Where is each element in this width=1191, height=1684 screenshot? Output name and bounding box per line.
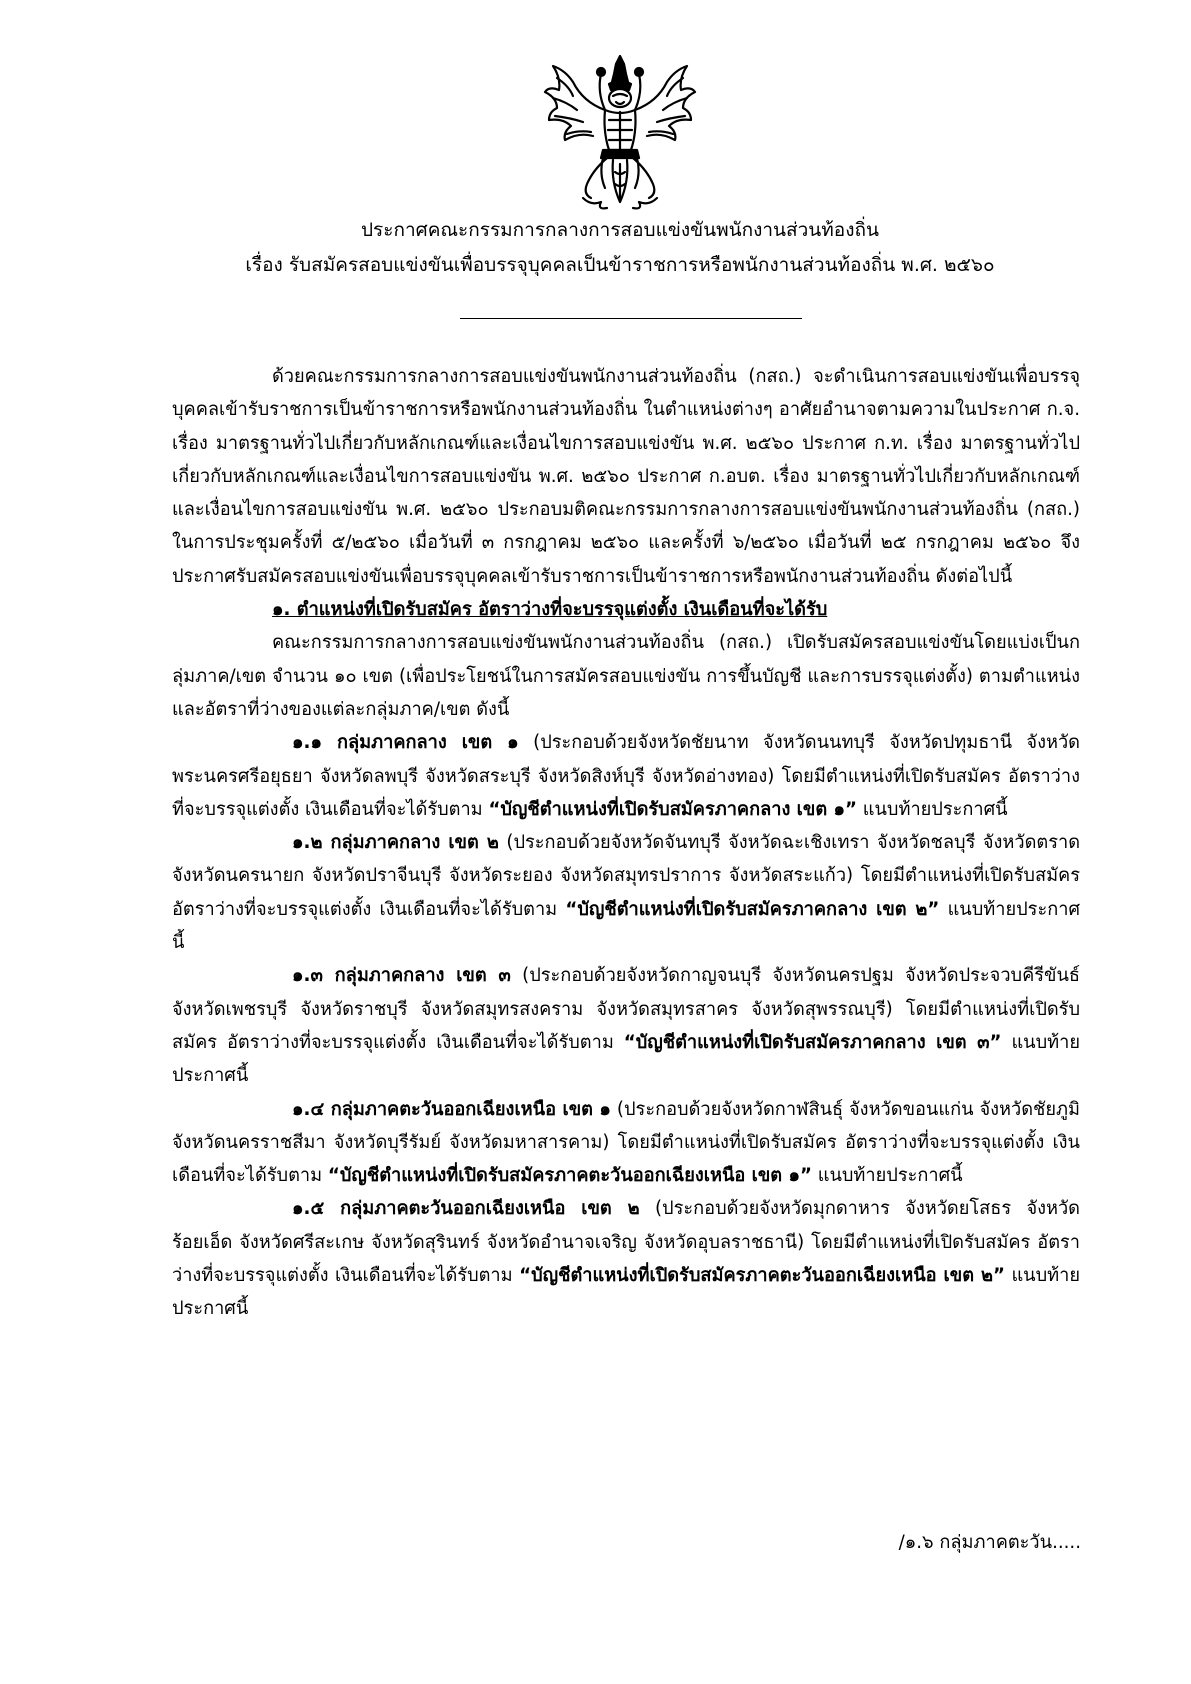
title-divider: [460, 318, 802, 319]
notice-subject: เรื่อง รับสมัครสอบแข่งขันเพื่อบรรจุบุคคลเป็นข้าราชการหรือพนักงานส่วนท้องถิ่น พ.ศ. ๒๕๖๐: [245, 254, 995, 276]
notice-title: ประกาศคณะกรรมการกลางการสอบแข่งขันพนักงานส่วนท้องถิ่น: [360, 219, 879, 241]
garuda-emblem-icon: [543, 52, 698, 212]
notice-body: [172, 360, 1080, 1326]
group-label: ๑.๑ กลุ่มภาคกลาง เขต ๑: [292, 732, 519, 754]
group-list-name: “บัญชีตำแหน่งที่เปิดรับสมัครภาคกลาง เขต ๑”: [488, 798, 857, 820]
page-continuation: /๑.๖ กลุ่มภาคตะวัน.....: [898, 1532, 1081, 1553]
intro-paragraph: ด้วยคณะกรรมการกลางการสอบแข่งขันพนักงานส่วนท้องถิ่น (กสถ.) จะดำเนินการสอบแข่งขันเพื่อบรรจุบุคคลเข้ารับราชการเป็นข้าราชการหรือพนักงานส่วนท้องถิ่น ในตำแหน่งต่างๆ อาศัยอำนาจตามความในประกาศ ก.จ. เรื่อง มาตรฐานทั่วไปเกี่ยวกับหลักเกณฑ์และเงื่อนไขการสอบแข่งขัน พ.ศ. ๒๕๖๐ ประกาศ ก.ท. เรื่อง มาตรฐานทั่วไปเกี่ยวกับหลักเกณฑ์และเงื่อนไขการสอบแข่งขัน พ.ศ. ๒๕๖๐ ประกาศ ก.อบต. เรื่อง มาตรฐานทั่วไปเกี่ยวกับหลักเกณฑ์และเงื่อนไขการสอบแข่งขัน พ.ศ. ๒๕๖๐ ประกอบมติคณะกรรมการกลางการสอบแข่งขันพนักงานส่วนท้องถิ่น (กสถ.) ในการประชุมครั้งที่ ๕/๒๕๖๐ เมื่อวันที่ ๓ กรกฎาคม ๒๕๖๐ และครั้งที่ ๖/๒๕๖๐ เมื่อวันที่ ๒๕ กรกฎาคม ๒๕๖๐ จึงประกาศรับสมัครสอบแข่งขันเพื่อบรรจุบุคคลเข้ารับราชการเป็นข้าราชการหรือพนักงานส่วนท้องถิ่น ดังต่อไปนี้: [172, 366, 1080, 587]
group-label: ๑.๒ กลุ่มภาคกลาง เขต ๒: [292, 832, 499, 854]
group-text: (ประกอบด้วยจังหวัดจันทบุรี จังหวัดฉะเชิงเทรา จังหวัดชลบุรี จังหวัดตราด จังหวัดนครนายก จังหวัดปราจีนบุรี จังหวัดระยอง จังหวัดสมุทรปราการ จังหวัดสระแก้ว) โดยมีตำแหน่งที่เปิดรับสมัคร อัตราว่างที่จะบรรจุแต่งตั้ง เงินเดือนที่จะได้รับตาม: [172, 832, 1081, 920]
group-text: (ประกอบด้วยจังหวัดชัยนาท จังหวัดนนทบุรี จังหวัดปทุมธานี จังหวัดพระนครศรีอยุธยา จังหวัดลพบุรี จังหวัดสระบุรี จังหวัดสิงห์บุรี จังหวัดอ่างทอง) โดยมีตำแหน่งที่เปิดรับสมัคร อัตราว่างที่จะบรรจุแต่งตั้ง เงินเดือนที่จะได้รับตาม: [172, 732, 1080, 820]
section-heading: ๑. ตำแหน่งที่เปิดรับสมัคร อัตราว่างที่จะบรรจุแต่งตั้ง เงินเดือนที่จะได้รับ: [272, 599, 828, 621]
group-list-name: “บัญชีตำแหน่งที่เปิดรับสมัครภาคตะวันออกเฉียงเหนือ เขต ๒”: [519, 1265, 1005, 1287]
group-paragraph: [172, 1192, 1080, 1325]
section-paragraph: คณะกรรมการกลางการสอบแข่งขันพนักงานส่วนท้องถิ่น (กสถ.) เปิดรับสมัครสอบแข่งขันโดยแบ่งเป็นกลุ่มภาค/เขต จำนวน ๑๐ เขต (เพื่อประโยชน์ในการสมัครสอบแข่งขัน การขึ้นบัญชี และการบรรจุแต่งตั้ง) ตามตำแหน่งและอัตราที่ว่างของแต่ละกลุ่มภาค/เขต ดังนี้: [172, 632, 1080, 720]
group-label: ๑.๓ กลุ่มภาคกลาง เขต ๓: [292, 965, 511, 987]
group-list-name: “บัญชีตำแหน่งที่เปิดรับสมัครภาคตะวันออกเฉียงเหนือ เขต ๑”: [327, 1165, 812, 1187]
group-paragraph: [172, 959, 1080, 1092]
group-tail: แนบท้ายประกาศนี้: [856, 798, 1008, 820]
group-label: ๑.๕ กลุ่มภาคตะวันออกเฉียงเหนือ เขต ๒: [292, 1198, 640, 1220]
group-tail: แนบท้ายประกาศนี้: [811, 1165, 963, 1187]
group-tail: แนบท้ายประกาศนี้: [172, 1031, 1081, 1087]
group-list-name: “บัญชีตำแหน่งที่เปิดรับสมัครภาคกลาง เขต ๓”: [623, 1031, 1002, 1053]
group-label: ๑.๔ กลุ่มภาคตะวันออกเฉียงเหนือ เขต ๑: [292, 1098, 611, 1120]
group-paragraph: [172, 826, 1080, 959]
group-text: (ประกอบด้วยจังหวัดมุกดาหาร จังหวัดยโสธร จังหวัดร้อยเอ็ด จังหวัดศรีสะเกษ จังหวัดสุรินทร์ จังหวัดอำนาจเจริญ จังหวัดอุบลราชธานี) โดยมีตำแหน่งที่เปิดรับสมัคร อัตราว่างที่จะบรรจุแต่งตั้ง เงินเดือนที่จะได้รับตาม: [172, 1198, 1080, 1287]
group-paragraph: [172, 726, 1080, 826]
group-text: (ประกอบด้วยจังหวัดกาฬสินธุ์ จังหวัดขอนแก่น จังหวัดชัยภูมิ จังหวัดนครราชสีมา จังหวัดบุรีรัมย์ จังหวัดมหาสารคาม) โดยมีตำแหน่งที่เปิดรับสมัคร อัตราว่างที่จะบรรจุแต่งตั้ง เงินเดือนที่จะได้รับตาม: [172, 1098, 1080, 1187]
group-list-name: “บัญชีตำแหน่งที่เปิดรับสมัครภาคกลาง เขต ๒”: [565, 898, 940, 920]
group-tail: แนบท้ายประกาศนี้: [172, 1265, 1081, 1320]
group-tail: แนบท้ายประกาศนี้: [172, 898, 1080, 954]
group-text: (ประกอบด้วยจังหวัดกาญจนบุรี จังหวัดนครปฐม จังหวัดประจวบคีรีขันธ์ จังหวัดเพชรบุรี จังหวัดราชบุรี จังหวัดสมุทรสงคราม จังหวัดสมุทรสาคร จังหวัดสุพรรณบุรี) โดยมีตำแหน่งที่เปิดรับสมัคร อัตราว่างที่จะบรรจุแต่งตั้ง เงินเดือนที่จะได้รับตาม: [172, 965, 1080, 1053]
group-paragraph: [172, 1093, 1080, 1193]
